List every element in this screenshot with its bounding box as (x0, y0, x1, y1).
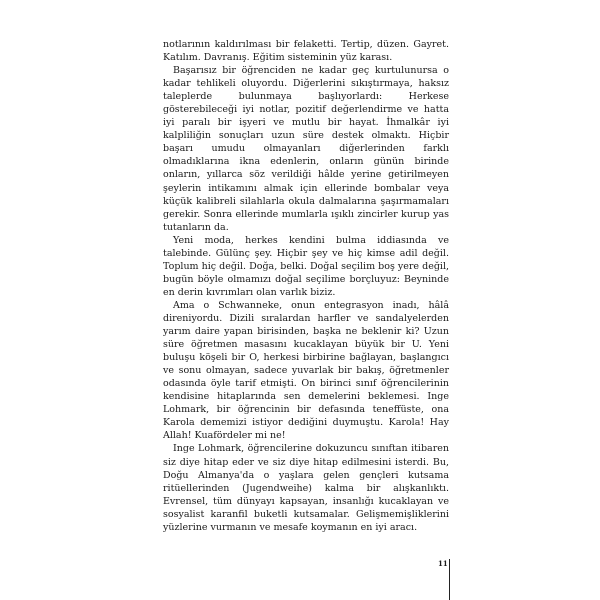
paragraph-1: notlarının kaldırılması bir felaketti. Tertip, düzen. Gayret. Katılım. Davranış. Eğitim sisteminin yüz karası. (163, 39, 449, 64)
paragraph-3: Yeni moda, herkes kendini bulma iddiasında ve talebinde. Gülünç şey. Hiçbir şey ve hiç kimse adil değil. Toplum hiç değil. Doğa, belki. Doğal seçilim boş yere değil, bugün böyle olmamızı doğal seçilime borçluyuz: Beyninde en derin kıvrımları olan varlık biziz. (163, 234, 449, 298)
paragraph-5: Inge Lohmark, öğrencilerine dokuzuncu sınıftan itibaren siz diye hitap eder ve siz diye hitap edilmesini isterdi. Bu, Doğu Almanya'da o yaşlara gelen gençleri kutsama ritüellerinden (Jugendweihe) kalma bir alışkanlıktı. Evrensel, tüm dünyayı kapsayan, insanlığı kucaklayan ve sosyalist karanfil buketli kutsamalar. Gelişmemişliklerini yüzlerine vurmanın ve mesafe koymanın en iyi aracı. (163, 443, 449, 533)
paragraph-4: Ama o Schwanneke, onun entegrasyon inadı, hâlâ direniyordu. Dizili sıralardan harfler ve sandalyelerden yarım daire yapan birisinden, başka ne beklenir ki? Uzun süre öğretmen masasını kucaklayan büyük bir U. Yeni buluşu köşeli bir O, herkesi birbirine bağlayan, başlangıcı ve sonu olmayan, sadece yuvarlak bir bakış, öğretmenler odasında öyle tarif etmişti. On birinci sınıf öğrencilerinin kendisine hitaplarında sen demelerini beklemesi. Inge Lohmark, bir öğrencinin bir defasında teneffüste, ona Karola dememizi istiyor dediğini duymuştu. Karola! Hay Allah! Kuafördeler mi ne! (163, 299, 449, 442)
page-number: 11 (438, 559, 448, 568)
paragraph-2: Başarısız bir öğrenciden ne kadar geç kurtulunursa o kadar tehlikeli oluyordu. Diğerlerini sıkıştırmaya, haksız taleplerde bulunmaya başlıyorlardı: Herkese gösterebileceği iyi notlar, pozitif değerlendirme ve hatta iyi paralı bir işyeri ve mutlu bir hayat. İhmalkâr iyi kalpliliğin sonuçları uzun süre destek olmaktı. Hiçbir başarı umudu olmayanları diğerlerinden farklı olmadıklarına ikna edenlerin, onların günün birinde onların, yıllarca söz verildiği hâlde yerine getirilmeyen şeylerin intikamını almak için ellerinde bombalar veya küçük kalibreli silahlarla okula dalmalarına şaşırmamaları gerekir. Sonra ellerinde mumlarla ışıklı zincirler kurup yas tutanların da. (163, 65, 449, 233)
body-text (163, 38, 449, 534)
margin-rule (449, 559, 450, 600)
